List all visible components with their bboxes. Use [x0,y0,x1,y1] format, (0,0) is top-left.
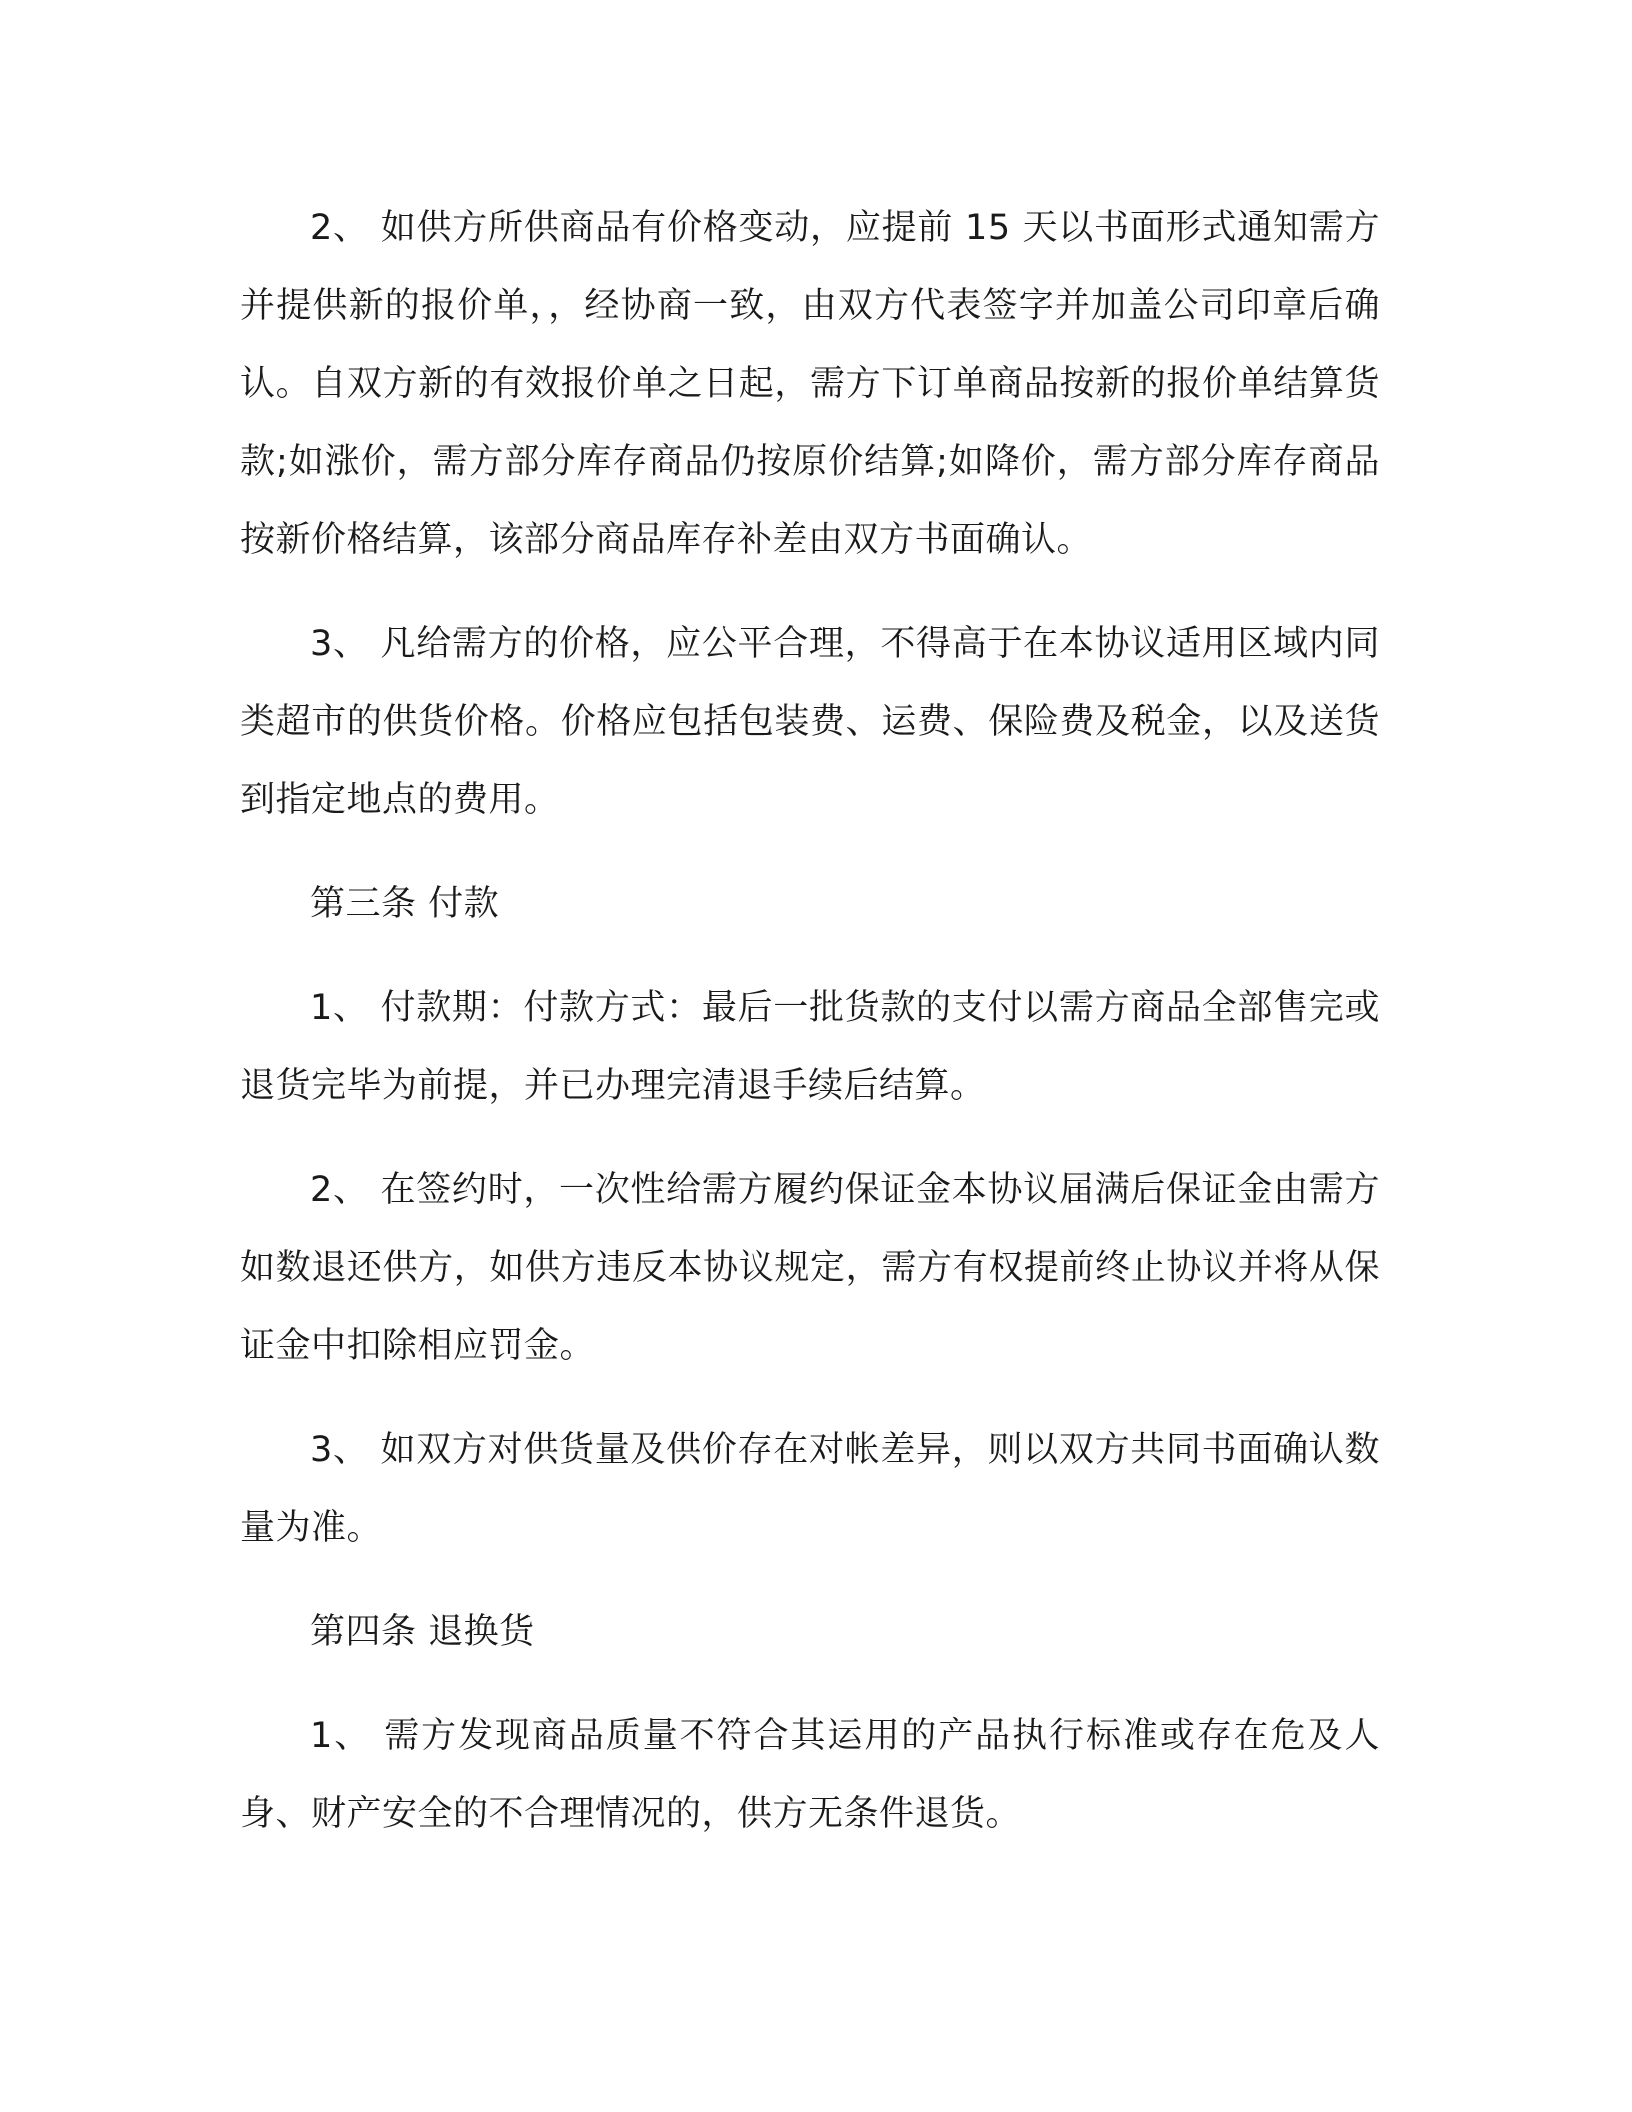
payment-clause-1: 1、 付款期：付款方式：最后一批货款的支付以需方商品全部售完或退货完毕为前提，并已办理完清退手续后结算。 [240,988,1380,1106]
clause-2-price-change: 2、 如供方所供商品有价格变动，应提前 15 天以书面形式通知需方并提供新的报价单，，经协商一致，由双方代表签字并加盖公司印章后确认。自双方新的有效报价单之日起，需方下订单商品按新的报价单结算货款;如涨价，需方部分库存商品仍按原价结算;如降价，需方部分库存商品按新价格结算，该部分商品库存补差由双方书面确认。 [240,208,1380,560]
clause-3-fair-price: 3、 凡给需方的价格，应公平合理，不得高于在本协议适用区域内同类超市的供货价格。价格应包括包装费、运费、保险费及税金，以及送货到指定地点的费用。 [240,624,1380,820]
article-3-heading: 第三条 付款 [310,884,500,924]
payment-clause-3: 3、 如双方对供货量及供价存在对帐差异，则以双方共同书面确认数量为准。 [240,1430,1380,1548]
payment-clause-2: 2、 在签约时，一次性给需方履约保证金本协议届满后保证金由需方如数退还供方，如供方违反本协议规定，需方有权提前终止协议并将从保证金中扣除相应罚金。 [240,1170,1380,1366]
article-4-heading: 第四条 退换货 [310,1612,535,1652]
return-clause-1: 1、 需方发现商品质量不符合其运用的产品执行标准或存在危及人身、财产安全的不合理情况的，供方无条件退货。 [240,1716,1380,1834]
document-body [240,189,1380,1879]
